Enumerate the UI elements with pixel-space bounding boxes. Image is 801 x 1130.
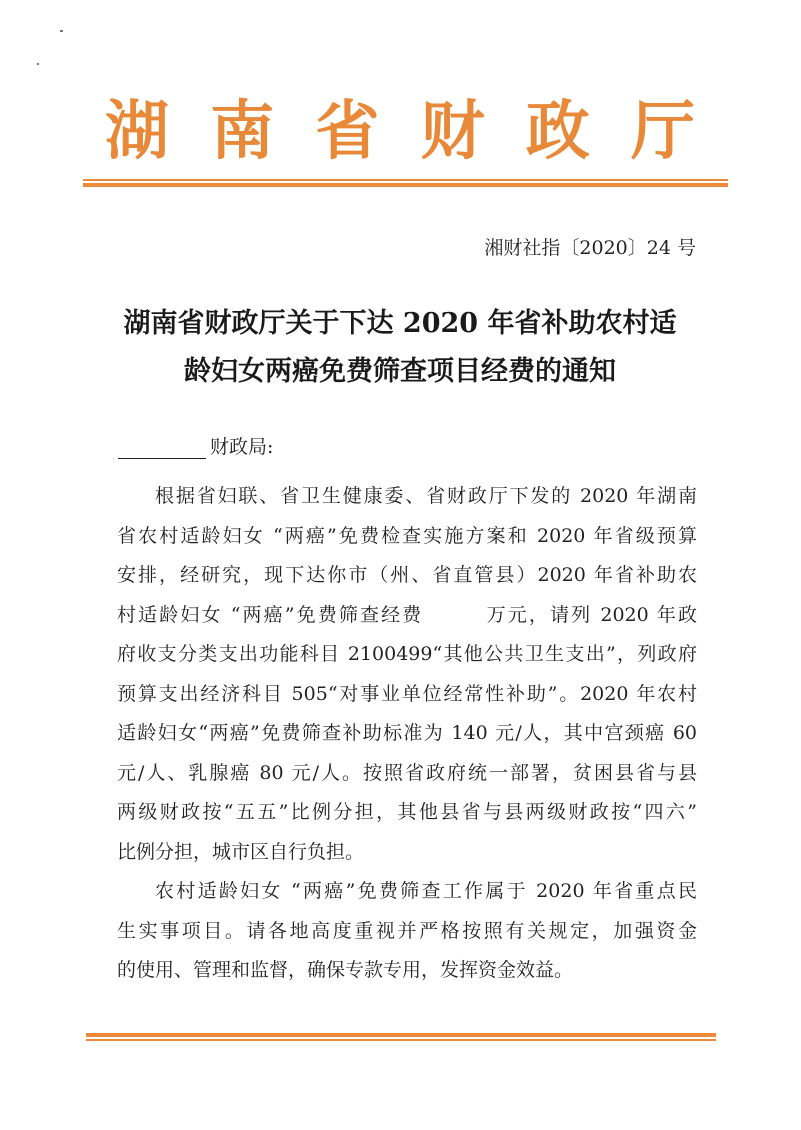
recipient-blank [118,438,206,459]
body-line: 根据省妇联、省卫生健康委、省财政厅下发的 2020 年湖南 [155,485,697,507]
body-line: 村适龄妇女 “两癌”免费筛查经费 万元，请列 2020 年政 [117,603,697,626]
body-line: 生实事项目。请各地高度重视并严格按照有关规定，加强资金 [117,919,697,942]
body-line: 比例分担，城市区自行负担。 [117,840,365,863]
footer-rule-thick [86,1033,716,1037]
scan-speck [37,63,39,65]
letterhead-title [105,92,695,172]
body-line: 预算支出经济科目 505“对事业单位经常性补助”。2020 年农村 [117,682,697,705]
body-line: 省农村适龄妇女 “两癌”免费检查实施方案和 2020 年省级预算 [117,524,697,547]
body-line: 元/人、乳腺癌 80 元/人。按照省政府统一部署，贫困县省与县 [117,761,697,784]
title-line: 湖南省财政厅关于下达 2020 年省补助农村适 [123,308,677,339]
salutation-text: 财政局: [210,436,274,458]
footer-rule-thin [86,1039,716,1041]
body-line: 安排，经研究，现下达你市（州、省直管县）2020 年省补助农 [117,564,697,586]
document-title [95,300,705,396]
document-number: 湘财社指〔2020〕24 号 [484,237,696,259]
body-line: 两级财政按“五五”比例分担，其他县省与县两级财政按“四六” [117,801,697,823]
letterhead-rule-thin [83,179,728,181]
title-line: 龄妇女两癌免费筛查项目经费的通知 [184,356,616,387]
body-text [117,477,697,991]
body-line: 适龄妇女“两癌”免费筛查补助标准为 140 元/人，其中宫颈癌 60 [117,722,697,744]
salutation [118,432,273,459]
body-line: 的使用、管理和监督，确保专款专用，发挥资金效益。 [117,959,574,981]
letterhead-char: 省 [315,94,380,169]
scan-speck [60,30,63,32]
letterhead-char: 政 [525,94,590,169]
letterhead-rule-thick [83,183,728,187]
letterhead-char: 厅 [630,94,695,169]
letterhead-char: 湖 [105,94,169,169]
letterhead-char: 南 [210,94,275,169]
body-line: 农村适龄妇女 “两癌”免费筛查工作属于 2020 年省重点民 [155,880,697,902]
body-line: 府收支分类支出功能科目 2100499“其他公共卫生支出”，列政府 [117,643,697,665]
letterhead-char: 财 [420,94,485,169]
